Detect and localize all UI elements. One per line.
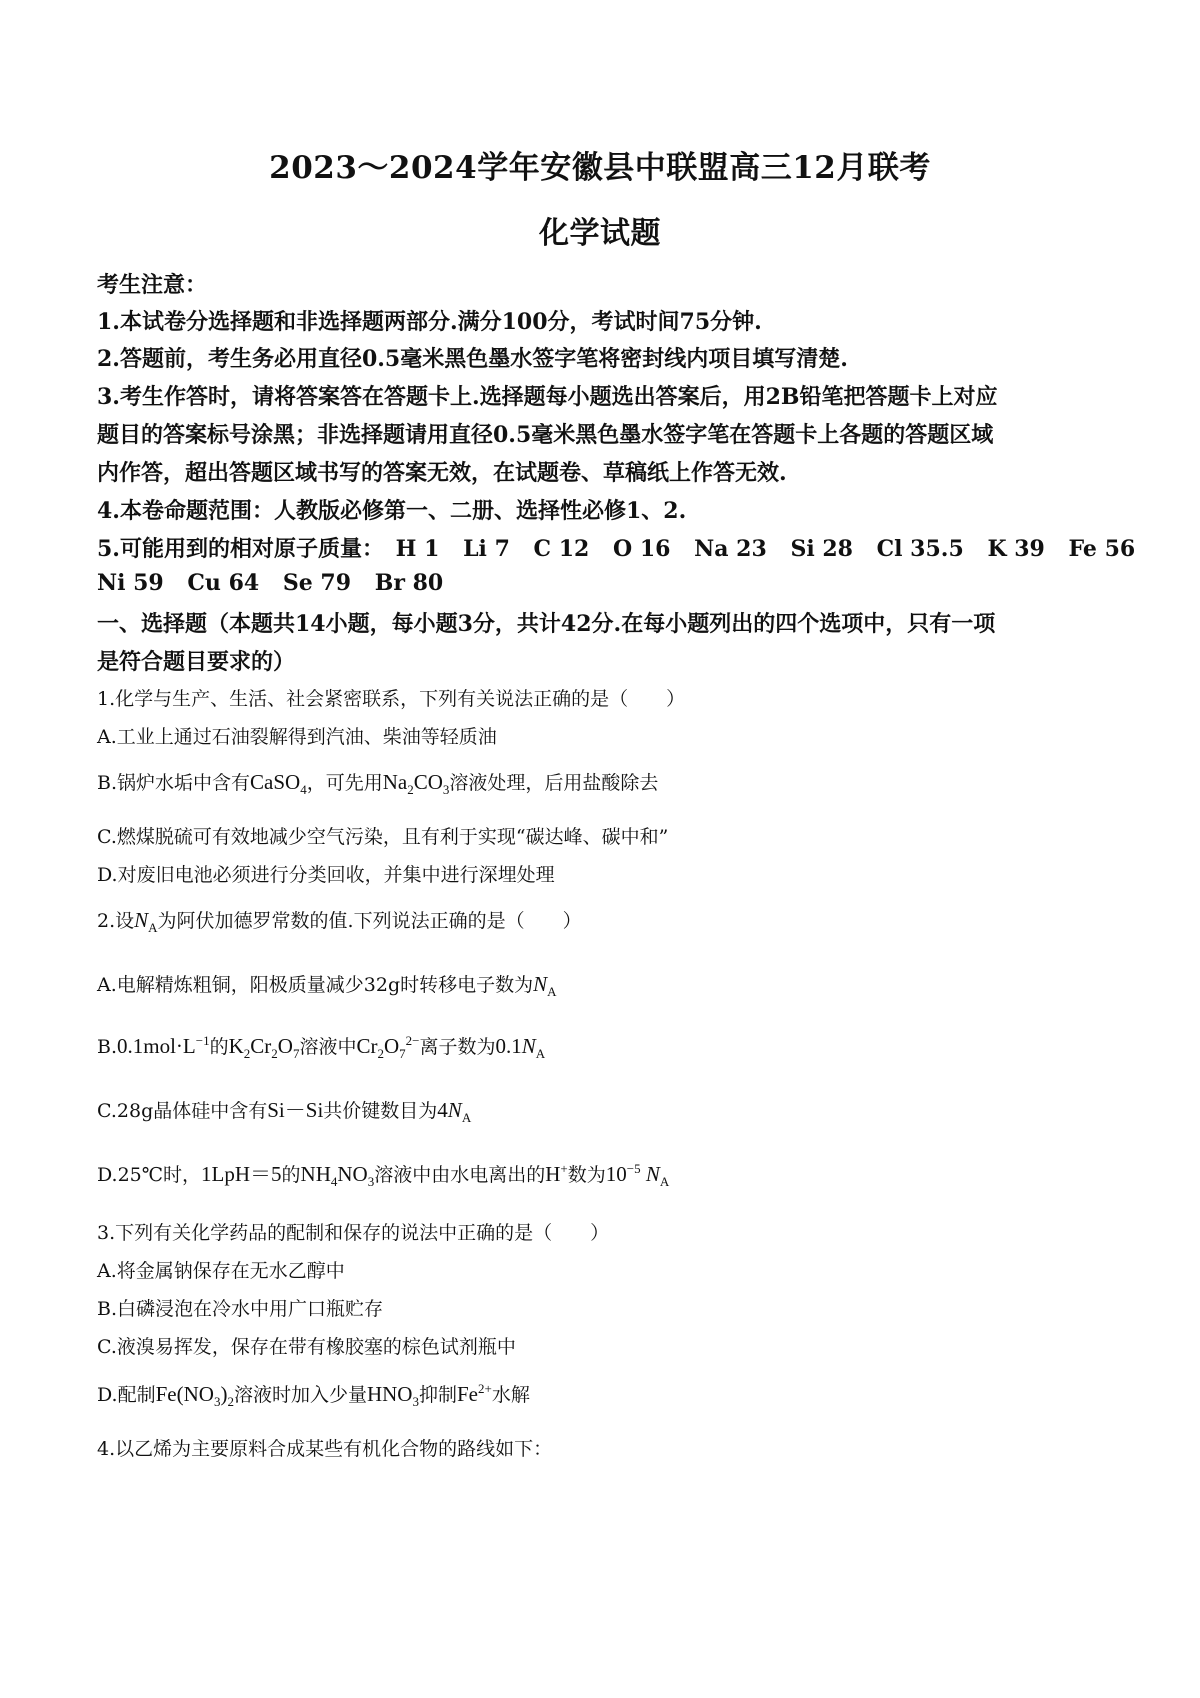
question-2-option-d: D.25℃时，1LpH＝5的$NH_4NO_3$溶液中由水电离出的H+数为$10^{-5}$ $N_A$ xyxy=(97,1161,670,1190)
question-1-option-b: B.锅炉水垢中含有CaSO$_4$，可先用$Na_2CO_3$溶液处理，后用盐酸除去 xyxy=(97,770,659,798)
question-2-option-a: A.电解精炼粗铜，阳极质量减少32g时转移电子数为$N_A$ xyxy=(97,972,557,1000)
notice-item-3-line-3: 内作答，超出答题区域书写的答案无效，在试题卷、草稿纸上作答无效. xyxy=(97,460,787,486)
question-2-option-b: $B.0.1mol\cdot L^{-1}$的$K_2Cr_2O_7$溶液中$Cr_2O_7^{2-}$离子数为$0.1N_A$ xyxy=(97,1033,546,1062)
notice-item-3-line-2: 题目的答案标号涂黑；非选择题请用直径0.5毫米黑色墨水签字笔在答题卡上各题的答题区域 xyxy=(97,422,994,448)
atomic-mass: H 1 xyxy=(395,536,440,562)
atomic-mass: Fe 56 xyxy=(1068,536,1136,562)
section-heading-line-1: 一、选择题（本题共14小题，每小题3分，共计42分.在每小题列出的四个选项中，只有一项 xyxy=(97,611,996,637)
subject-title: 化学试题 xyxy=(539,216,661,251)
question-1-option-d: D.对废旧电池必须进行分类回收，并集中进行深埋处理 xyxy=(97,864,555,886)
notice-item-2: 2.答题前，考生务必用直径0.5毫米黑色墨水签字笔将密封线内项目填写清楚. xyxy=(97,346,848,372)
atomic-mass: K 39 xyxy=(987,536,1045,562)
question-3-option-d: D.配制$Fe(NO_3)_2$溶液时加入少量$HNO_3$抑制$Fe^{2+}$水解 xyxy=(97,1381,530,1410)
question-3-option-c: C.液溴易挥发，保存在带有橡胶塞的棕色试剂瓶中 xyxy=(97,1336,516,1358)
atomic-mass: Si 28 xyxy=(790,536,853,562)
atomic-mass: Cl 35.5 xyxy=(876,536,964,562)
question-4-stem: 4.以乙烯为主要原料合成某些有机化合物的路线如下： xyxy=(97,1438,553,1460)
notice-item-3-line-1: 3.考生作答时，请将答案答在答题卡上.选择题每小题选出答案后，用2B铅笔把答题卡上对应 xyxy=(97,384,998,410)
question-1-option-a: A.工业上通过石油裂解得到汽油、柴油等轻质油 xyxy=(97,726,497,748)
atomic-mass: Br 80 xyxy=(374,570,444,596)
atomic-mass: Se 79 xyxy=(282,570,352,596)
atomic-mass: Cu 64 xyxy=(187,570,260,596)
question-2-option-c: C.28g晶体硅中含有Si－Si共价键数目为$4N_A$ xyxy=(97,1098,472,1126)
notice-heading: 考生注意： xyxy=(97,272,208,298)
section-heading-line-2: 是符合题目要求的） xyxy=(97,649,296,675)
atomic-mass: Na 23 xyxy=(694,536,767,562)
atomic-mass: O 16 xyxy=(613,536,671,562)
atomic-mass: Ni 59 xyxy=(97,570,164,596)
notice-item-5-continued xyxy=(97,570,1200,596)
question-1-stem: 1.化学与生产、生活、社会紧密联系，下列有关说法正确的是（ ） xyxy=(97,688,686,710)
question-3-stem: 3.下列有关化学药品的配制和保存的说法中正确的是（ ） xyxy=(97,1222,610,1244)
question-3-option-a: A.将金属钠保存在无水乙醇中 xyxy=(97,1260,345,1282)
exam-title: 2023～2024学年安徽县中联盟高三12月联考 xyxy=(269,150,931,186)
notice-item-1: 1.本试卷分选择题和非选择题两部分.满分100分，考试时间75分钟. xyxy=(97,309,762,335)
atomic-mass: Li 7 xyxy=(463,536,510,562)
atomic-mass-label: 5.可能用到的相对原子质量： xyxy=(97,536,384,562)
question-3-option-b: B.白磷浸泡在冷水中用广口瓶贮存 xyxy=(97,1298,384,1320)
question-1-option-c: C.燃煤脱硫可有效地减少空气污染，且有利于实现“碳达峰、碳中和” xyxy=(97,826,669,848)
notice-item-4: 4.本卷命题范围：人教版必修第一、二册、选择性必修1、2. xyxy=(97,498,687,524)
question-2-stem: 2.设$N_A$为阿伏加德罗常数的值.下列说法正确的是（ ） xyxy=(97,908,582,936)
atomic-mass: C 12 xyxy=(533,536,590,562)
notice-item-5 xyxy=(97,532,1200,563)
